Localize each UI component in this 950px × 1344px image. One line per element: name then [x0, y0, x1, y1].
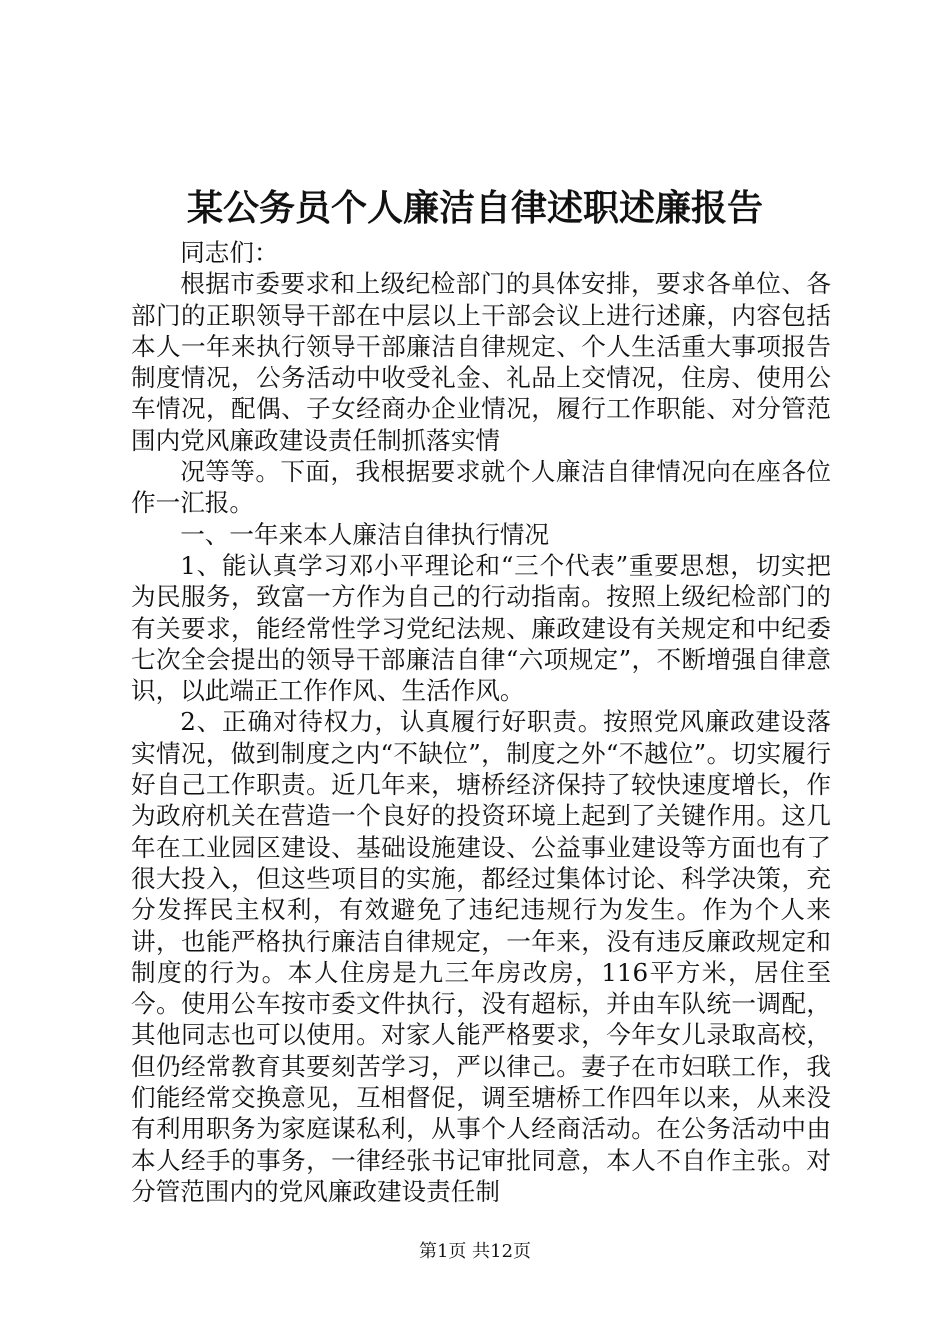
body-paragraph: 根据市委要求和上级纪检部门的具体安排，要求各单位、各部门的正职领导干部在中层以上干部会议上进行述廉，内容包括本人一年来执行领导干部廉洁自律规定、个人生活重大事项报告制度情况，公务活动中收受礼金、礼品上交情况，住房、使用公车情况，配偶、子女经商办企业情况，履行工作职能、对分管范围内党风廉政建设责任制抓落实情 — [131, 269, 831, 455]
body-paragraph: 况等等。下面，我根据要求就个人廉洁自律情况向在座各位作一汇报。 — [131, 457, 831, 518]
document-body — [131, 237, 831, 1207]
section-heading: 一、一年来本人廉洁自律执行情况 — [180, 519, 550, 549]
body-paragraph: 1、能认真学习邓小平理论和“三个代表”重要思想，切实把为民服务，致富一方作为自己的行动指南。按照上级纪检部门的有关要求，能经常性学习党纪法规、廉政建设有关规定和中纪委七次全会提出的领导干部廉洁自律“六项规定”，不断增强自律意识，以此端正工作作风、生活作风。 — [131, 550, 831, 706]
page-footer: 第1页 共12页 — [418, 1241, 532, 1262]
body-paragraph: 2、正确对待权力，认真履行好职责。按照党风廉政建设落实情况，做到制度之内“不缺位”，制度之外“不越位”。切实履行好自己工作职责。近几年来，塘桥经济保持了较快速度增长，作为政府机关在营造一个良好的投资环境上起到了关键作用。这几年在工业园区建设、基础设施建设、公益事业建设等方面也有了很大投入，但这些项目的实施，都经过集体讨论、科学决策，充分发挥民主权利，有效避免了违纪违规行为发生。作为个人来讲，也能严格执行廉洁自律规定，一年来，没有违反廉政规定和制度的行为。本人住房是九三年房改房，116平方米，居住至今。使用公车按市委文件执行，没有超标，并由车队统一调配，其他同志也可以使用。对家人能严格要求，今年女儿录取高校，但仍经常教育其要刻苦学习，严以律己。妻子在市妇联工作，我们能经常交换意见，互相督促，调至塘桥工作四年以来，从来没有利用职务为家庭谋私利，从事个人经商活动。在公务活动中由本人经手的事务，一律经张书记审批同意，本人不自作主张。对分管范围内的党风廉政建设责任制 — [131, 707, 831, 1206]
salutation: 同志们： — [180, 238, 279, 267]
document-title: 某公务员个人廉洁自律述职述廉报告 — [186, 187, 763, 229]
